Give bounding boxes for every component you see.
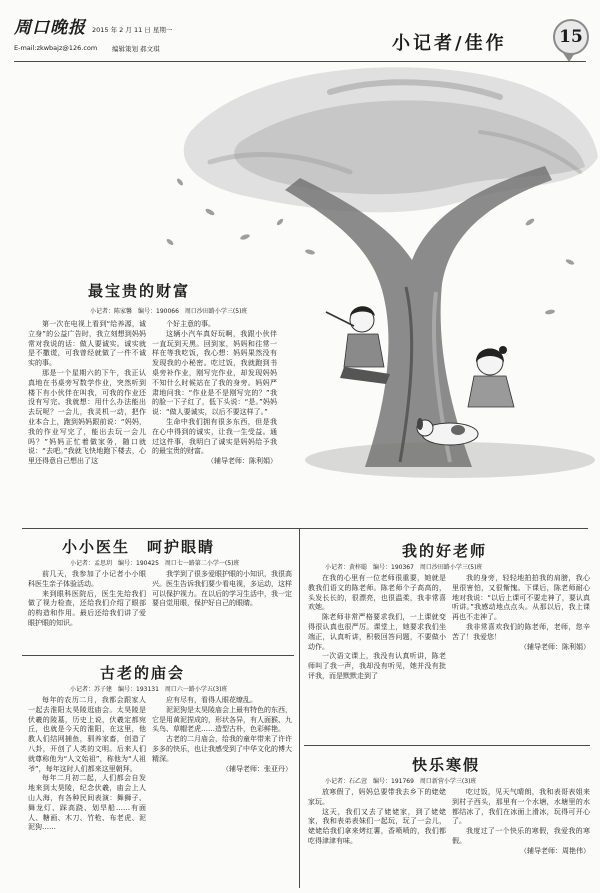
paragraph: 在我的心里有一位老师很重要，她就是教我们语文的陈老师。陈老师个子高高的，头发长长的，很漂亮，也很温柔，我非常喜欢她。 [308,574,446,612]
tutor-credit: （辅导老师：陈利娟） [207,457,277,466]
paragraph: 一次语文课上，我没有认真听讲，陈老师叫了我一声，我却没有听见，她并没有批评我，而是默默走到了 [308,652,446,680]
article-divider [22,655,294,656]
article-title: 最宝贵的财富 [88,282,191,300]
section-divider [22,528,588,529]
girl-sitting [468,346,514,407]
article-column-right [152,696,292,886]
paragraph: 我非常喜欢我们的陈老师，老师，您辛苦了！我爱您！ [452,622,590,641]
paragraph: 古老的二月庙会，给我的童年带来了许许多多的快乐，也让我感受到了中华文化的博大精深。 [152,735,292,763]
article-column-right [152,320,277,525]
paragraph: 每年二月初二起，人们都会自发地来到太昊陵，纪念伏羲，庙会上人山人海，有各种民间表演：舞狮子、舞龙灯、踩高跷、划旱船……有面人、糖画、木刀、竹枪、布老虎、泥泥狗…… [28,774,146,832]
article-title: 快乐寒假 [412,756,481,774]
paragraph: 这辆小汽车真好玩啊，我跟小伙伴一直玩到天黑。回到家，妈妈和往常一样在等我吃饭，我心想：妈妈果然没有发现我的小秘密。吃过饭，我就跑到书桌旁补作业，刚写完作业，却发现妈妈不知什么时候站在了我的身旁。妈妈严肃地问我：“作业是不是刚写完的？”我的脸一下子红了，低下头说：“是。”妈妈说：“做人要诚实，以后不要这样了。” [152,329,277,417]
article-title: 我的好老师 [402,542,488,560]
article-column-left [28,570,146,650]
article-byline: 小记者：苏子建 编号：193131 周口六一路小学五(3)班 [70,686,228,693]
tutor-credit: （辅导老师：周艳伟） [520,846,590,855]
article-column-right [452,574,590,739]
section-title: 小记者/佳作 [392,33,507,54]
tree-canopy [184,67,598,212]
article-byline: 小记者：石乙萱 编号：191769 周口新营小学三(3)班 [325,778,477,785]
article-column-left [308,788,446,888]
article-column-left [28,696,146,886]
article-column-left [28,320,146,525]
article-byline: 小记者：黄梓聪 编号：190367 周口沙田路小学三(5)班 [325,564,483,571]
paragraph: 吃过饭，见天气晴朗，我和表哥表姐来到村子西头，那里有一个水塘，水塘里的水都结冰了，我们在冰面上滑冰，玩得可开心了。 [452,788,590,826]
paragraph: 前几天，我参加了小记者小小眼科医生亲子体验活动。 [28,570,146,588]
paragraph: 放寒假了，妈妈总要带我去乡下的姥姥家玩。 [308,788,446,806]
paragraph: 来到眼科医院后，医生先给我们做了视力检查，还给我们介绍了眼部的构造和作用。最后还给我们讲了爱眼护眼的知识。 [28,589,146,627]
paragraph: 我度过了一个快乐的寒假，我爱我的寒假。 [452,827,590,845]
issue-date: 2015 年 2 月 11 日 星期一 [92,26,173,34]
paragraph: 第一次在电视上看到“给养源，诚立身”的公益广告时，我立刻想到妈妈常对我说的话：做人要诚实。诚实就是不撒谎，可我曾经就做了一件不诚实的事。 [28,320,146,368]
column-divider [299,528,300,888]
paragraph: 这天，我们又去了姥姥家，到了姥姥家，我和表弟表妹们一起玩，玩了一会儿，姥姥给我们拿来烤红薯，香喷喷的，我们都吃得津津有味。 [308,807,446,845]
paragraph: 生命中我们拥有很多东西，但是我在心中得到的诚实，让我一生受益。通过这件事，我明白了诚实是妈妈给予我的最宝贵的财富。 [152,417,277,456]
paragraph: 每年的农历二月，我都会跟家人一起去淮阳太昊陵逛庙会。太昊陵是伏羲的陵墓，历史上说，伏羲定都宛丘，也就是今天的淮阳，在这里，他教人们结网捕鱼，驯养家畜，创造了八卦，开创了人类的文明。后来人们就尊称他为“人文始祖”，称他为“人祖爷”，每年这时人们都来这里朝拜。 [28,696,146,773]
article-column-right [152,570,292,650]
paragraph: 个好主意的事。 [166,320,215,328]
boy-playing-flute [326,306,390,384]
newspaper-logo: 周口晚报 [14,18,86,38]
page-number-badge: 15 [553,19,589,55]
paragraph: 泥泥狗是太昊陵庙会上最有特色的东西，它是用黄泥捏成的，形状各异，有人面猴、九头鸟、草帽老虎……造型古朴，色彩鲜艳。 [152,705,292,734]
paragraph: 我学到了很多爱眼护眼的小知识，我很高兴。医生告诉我们要少看电视，多运动，这样可以保护视力。在以后的学习生活中，我一定要自觉用眼，保护好自己的眼睛。 [152,570,292,608]
paragraph: 那是一个星期六的下午，我正认真地在书桌旁写数学作业，突然听到楼下有小伙伴在叫我，可我的作业还没有写完。我就想：用什么办法能出去玩呢？一会儿，我灵机一动，把作业本合上，跑到妈妈跟前说：“妈妈，我的作业写完了，能出去玩一会儿吗？”妈妈正忙着做家务，随口就说：“去吧。”我就飞快地跑下楼去，心里还得意自己想出了这 [28,368,146,466]
paragraph: 应有尽有，看得人眼花缭乱。 [166,696,257,704]
article-byline: 小记者：陈家馨 编号：190066 周口沙田路小学三(5)班 [90,308,248,315]
contact-email: E-mail:zkwbajz@126.com [14,44,98,52]
paragraph: 我的身旁，轻轻地拍拍我的肩膀，我心里很害怕，又很惭愧。下课后，陈老师耐心地对我说：“以后上课可不要走神了，要认真听讲。”我感动地点点头。从那以后，我上课再也不走神了。 [452,574,590,622]
tutor-credit: （辅导老师：陈利娟） [520,642,590,651]
article-divider [304,745,590,746]
article-title: 小小医生 呵护眼睛 [62,538,216,556]
paragraph: 陈老师非常严格要求我们，一上课就变得很认真也很严厉。课堂上，她要求我们坐端正，认真听讲，积极回答问题，不要做小动作。 [308,613,446,651]
editor-credit: 编辑策划 郝文琪 [112,45,160,53]
article-title: 古老的庙会 [100,664,186,682]
article-column-right [452,788,590,888]
tutor-credit: （辅导老师：张亚丹） [222,764,292,773]
article-column-left [308,574,446,739]
article-byline: 小记者：孟思玥 编号：190425 周口七一路第二小学一(5)班 [70,560,240,567]
